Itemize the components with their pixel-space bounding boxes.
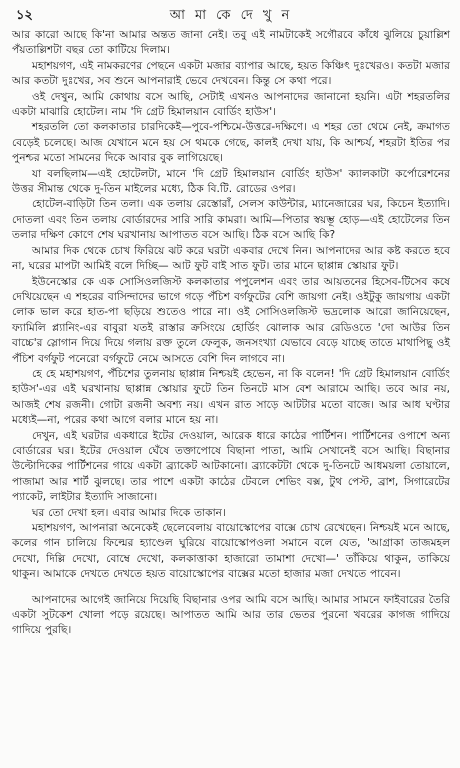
paragraph: ইউনেস্কোর কে এক সোসিওলজিস্ট কলকাতার পপুলেশন এবং তার আয়তনের হিসেব-টিসেব কষে দেখিয়েছেন এ শহরের বাসিন্দাদের ভাগে গড়ে পঁচিশ বর্গফুটের বেশি জায়গা নেই। ওইটুকু জায়গায় একটা লোক ভাল করে হাত-পা ছড়িয়ে শুতেও পারে না। ওই সোসিওলজিস্ট ভদ্রলোক আরো জানিয়েছেন, ফ্যামিলি প্ল্যানিং-এর বাবুরা যতই রাস্তার ক্রসিংয়ে হোর্ডিং ঝোলাক আর রেডিওতে 'দো আউর তিন বাচ্চে'র স্লোগান দিয়ে দিয়ে গলায় রক্ত তুলে ফেলুক, জনসংখ্যা যেভাবে বেড়ে যাচ্ছে তাতে মাথাপিছু ওই পঁচিশ বর্গফুট পনেরো বর্গফুটে নেমে আসতে বেশি দিন লাগবে না। [12,275,450,365]
paragraph: মহাশয়গণ, আপনারা অনেকেই ছেলেবেলায় বায়োস্কোপের বাক্সে চোখ রেখেছেন। নিশ্চয়ই মনে আছে, কলের গান চালিয়ে ফিল্মের হ্যাণ্ডেল ঘুরিয়ে বায়োস্কোপওলা সমানে বলে যেত, 'আগ্রাকা তাজমহল দেখো, দিল্লি দেখো, বোম্বে দেখো, কলকাত্তাকা হাজারো তামাশা দেখো—' তাঁকিয়ে থাকুন, তাকিয়ে থাকুন। আমাকে দেখতে দেখতে হয়ত বায়োস্কোপের বাক্সের মতো হাজার মজা দেখতে পাবেন। [12,522,450,581]
paragraph: হে হে মহাশয়গণ, পঁচিশের তুলনায় ছাপ্পান্ন নিশ্চয়ই হেভেন, না কি বলেন! 'দি গ্রেট হিমালয়ান বোর্ডিং হাউস'-এর এই ঘরখানায় ছাপ্পান্ন স্কোয়ার ফুটে তিন তিনটে মাস বেশ আরামে আছি। তবে আর নয়, আজই শেষ রজনী। গোটা রজনী অবশ্য নয়। এখন রাত সাড়ে আটটার মতো বাজে। আর আধ ঘণ্টার মধ্যেই—না, পরের কথা আগে বলার মানে হয় না। [12,367,450,427]
paragraph: আমার দিক থেকে চোখ ফিরিয়ে ঝট করে ঘরটা একবার দেখে নিন। আপনাদের আর কষ্ট করতে হবে না, ঘরের মাপটা আমিই বলে দিচ্ছি— আট ফুট বাই সাত ফুট। তার মানে ছাপ্পান্ন স্কোয়ার ফুট। [12,244,450,273]
paragraph: ঘর তো দেখা হল। এবার আমার দিকে তাকান। [32,506,226,519]
paragraph: দেখুন, এই ঘরটার একধারে ইটের দেওয়াল, আরেক ধারে কাঠের পার্টিশন। পার্টিশনের ওপাশে অন্য বোর্ডারের ঘর। ইটের দেওয়াল ঘেঁষে তক্তাপোষে বিছানা পাতা, আমি সেখানেই বসে আছি। বিছানার উল্টোদিকের পার্টিশনের গায়ে একটা ব্র্যাকেট আটকানো। ব্র্যাকেটটা থেকে দু-তিনটে আধময়লা তোয়ালে, পাজামা আর শার্ট ঝুলছে। তার পাশে একটা কাঠের টেবলে শেভিং বক্স, টুথ পেস্ট, ব্রাশ, সিগারেটের প্যাকেট, লাইটার ইত্যাদি সাজানো। [12,429,450,504]
paragraph: আর কারো আছে কি'না আমার অন্তত জানা নেই। তবু এই নামটাকেই সগৌরবে কাঁধে ঝুলিয়ে চুয়াল্লিশ পঁয়তাল্লিশটা বছর তো কাটিয়ে দিলাম। [12,29,450,57]
page-number: ১২ [16,8,33,23]
body-text [12,28,450,639]
paragraph: ওই দেখুন, আমি কোথায় বসে আছি, সেটাই এখনও আপনাদের জানানো হয়নি। এটা শহরতলির একটা মাঝারি হোটেল। নাম 'দি গ্রেট হিমালয়ান বোর্ডিং হাউস'। [12,90,450,119]
paragraph: মহাশয়গণ, এই নামকরণের পেছনে একটা মজার ব্যাপার আছে, হয়ত কিঞ্চিৎ দুঃখেরও। কতটা মজার আর কতটা দুঃখের, সব শুনে আপনারাই ভেবে দেখবেন। কিন্তু সে কথা পরে। [12,59,450,88]
paragraph: আপনাদের আগেই জানিয়ে দিয়েছি বিছানার ওপর আমি বসে আছি। আমার সামনে ফাইবারের তৈরি একটা সুটকেশ খোলা পড়ে রয়েছে। আপাতত আমি আর তার ভেতর পুরনো খবরের কাগজ গাদিয়ে গাদিয়ে পুরছি। [12,593,450,637]
paragraph: যা বলছিলাম—এই হোটেলটা, মানে 'দি গ্রেট হিমালয়ান বোর্ডিং হাউস' ক্যালকাটা কর্পোরেশনের উত্তর সীমান্ত থেকে দু-তিন মাইলের মধ্যে, ঠিক বি.টি. রোডের ওপর। [12,167,450,196]
paragraph: শহরতলি তো কলকাতার চারদিকেই—পুবে-পশ্চিমে-উত্তরে-দক্ষিণে। এ শহর তো থেমে নেই, ক্রমাগত বেড়েই চলেছে। আজ যেখানে মনে হয় সে থমকে গেছে, কালই দেখা যায়, কি আশ্চর্য, শহরটা ইতির পর পুনশ্চর মতো সামনের দিকে আবার বুক লাগিয়েছে। [12,121,450,165]
paragraph: হোটেল-বাড়িটা তিন তলা। এক তলায় রেস্তোরাঁ, সেলস কাউন্টার, ম্যানেজারের ঘর, কিচেন ইত্যাদি। দোতলা এবং তিন তলায় বোর্ডারদের সারি সারি কামরা। আমি—পিতার স্বয়ম্ভূ হোড়—এই হোটেলের তিন তলার দক্ষিণ কোণে শেষ ঘরখানায় আপাতত বসে আছি। ঠিক বসে আছি কি? [12,198,450,242]
running-head-title: আ মা কে দে খু ন [169,8,293,23]
page-header [12,4,450,26]
